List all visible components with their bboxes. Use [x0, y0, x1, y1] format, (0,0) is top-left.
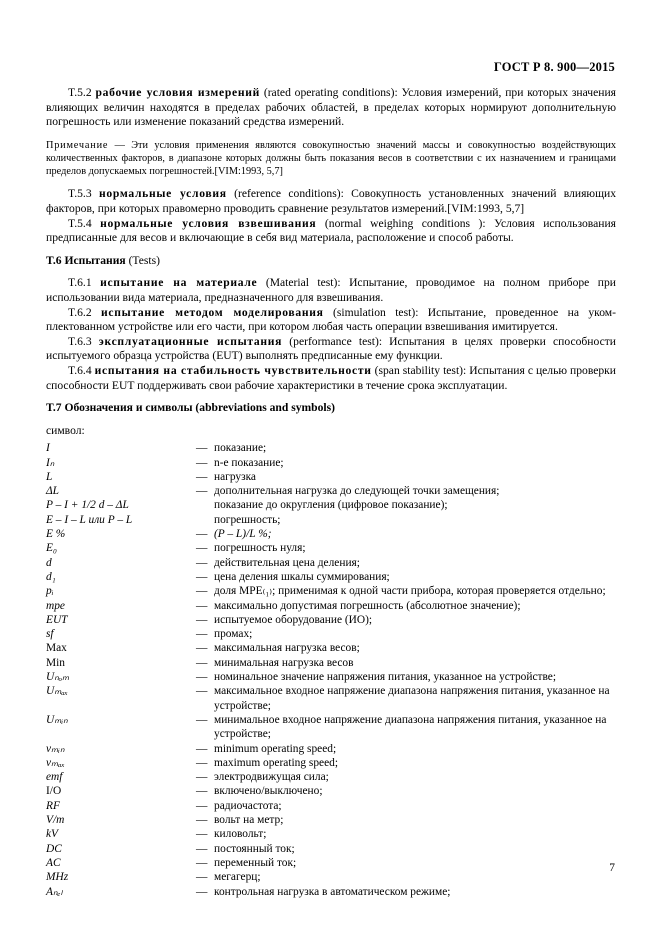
symbol-dash: —: [196, 556, 208, 569]
symbol-dash: —: [196, 671, 208, 684]
clause-number: T.6.3: [68, 334, 92, 348]
symbol-dash: —: [196, 642, 208, 655]
symbol-name: E %: [46, 528, 66, 541]
symbol-row: [46, 470, 616, 484]
clause-body: : Испытания с целью проверки способности EUT поддерживать свои рабочие характеристики в течение срока эксплуатации.: [46, 363, 617, 392]
clause-body: : Условия использования предписанные для весов и включающие в себя вид материала, расположение и способ работы.: [46, 216, 616, 245]
symbol-name: mpe: [46, 599, 65, 612]
clause-term-ru: нормальные условия: [98, 187, 227, 201]
clause-number: T.6.4: [68, 363, 92, 377]
clause-term-ru: испытания на стабильность чувствительности: [94, 363, 372, 377]
symbol-description: цена деления шкалы суммирования;: [214, 570, 390, 583]
symbol-name: d: [46, 556, 52, 569]
symbol-description: испытуемое оборудование (ИО);: [214, 613, 373, 626]
symbol-name: E₀: [46, 542, 57, 555]
clause-term-en: (span stability test): [374, 363, 464, 377]
clause-term-en: (performance test): [289, 334, 379, 348]
symbol-description: киловольт;: [214, 828, 267, 841]
symbol-description: максимальное входное напряжение диапазона напряжения питания, указанное на устройстве;: [214, 685, 610, 712]
symbol-name: MHz: [46, 871, 69, 884]
symbol-row: [46, 527, 616, 541]
symbol-name: I/O: [46, 785, 62, 798]
symbol-description: электродвижущая сила;: [214, 771, 329, 784]
clause-term-ru: нормальные условия взвешивания: [100, 216, 317, 230]
symbol-name: ΔL: [46, 485, 60, 498]
symbol-row: [46, 627, 616, 641]
symbol-intro: символ:: [46, 423, 85, 437]
clause-term-ru: испытание методом моделирования: [101, 305, 324, 319]
symbol-name: d₁: [46, 570, 56, 583]
clause-body: : Испытание, проводимое на полном приборе при использовании вида материала, предназначенного для взвешивания.: [46, 276, 616, 304]
symbol-description: n-е показание;: [214, 456, 284, 469]
symbol-description: дополнительная нагрузка до следующей точки замещения;: [214, 485, 500, 498]
clause-T63: [46, 335, 616, 364]
symbol-description: максимально допустимая погрешность (абсолютное значение);: [214, 599, 521, 612]
clause-term-en: (Material test): [265, 276, 338, 290]
symbol-dash: —: [196, 785, 208, 798]
clause-T54: [46, 217, 616, 246]
symbol-dash: —: [196, 528, 208, 541]
symbol-row: [46, 813, 616, 827]
clause-body: : Испытания в целях проверки способности испытуемого образца устройства (EUT) выполнять предписанные ему функции.: [46, 334, 616, 363]
symbol-row: [46, 770, 616, 784]
symbol-name: emf: [46, 771, 63, 784]
symbol-row: [46, 484, 616, 498]
symbol-name: AC: [46, 856, 61, 869]
section-title-ru: Испытания: [64, 253, 126, 267]
clause-number: T.6.2: [68, 305, 92, 319]
clause-number: T.6.1: [68, 276, 92, 290]
symbol-row: [46, 856, 616, 870]
section-number: T.6: [46, 253, 62, 267]
symbol-row: [46, 498, 616, 512]
symbol-description: промах;: [214, 628, 253, 641]
symbol-row: [46, 799, 616, 813]
symbol-row: [46, 599, 616, 613]
symbol-dash: —: [196, 542, 208, 555]
symbol-dash: —: [196, 570, 208, 583]
symbol-row: [46, 784, 616, 798]
symbol-name: Min: [46, 656, 65, 669]
symbol-description: мегагерц;: [214, 871, 261, 884]
symbol-description: доля MPE₍₁₎; применимая к одной части прибора, которая проверяется отдельно;: [214, 585, 606, 598]
symbol-description: минимальная нагрузка весов: [214, 656, 354, 669]
symbol-name: DC: [46, 842, 62, 855]
symbol-name: Iₙ: [46, 456, 55, 469]
symbol-row: [46, 570, 616, 584]
symbol-description: показание до округления (цифровое показание);: [214, 499, 448, 512]
clause-term-ru: испытание на материале: [100, 276, 258, 290]
symbol-description: (P – L)/L %;: [214, 528, 272, 541]
section-title: Обозначения и символы (abbreviations and symbols): [64, 401, 335, 415]
symbol-dash: —: [196, 814, 208, 827]
symbol-description: нагрузка: [214, 470, 256, 483]
symbol-description: погрешность нуля;: [214, 542, 306, 555]
page-header: ГОСТ Р 8. 900—2015: [493, 60, 615, 74]
symbol-description: включено/выключено;: [214, 785, 323, 798]
symbol-row: [46, 684, 616, 713]
symbol-dash: —: [196, 585, 208, 598]
symbol-name: kV: [46, 828, 59, 841]
symbol-name: pᵢ: [46, 585, 54, 598]
symbols-table: [46, 441, 616, 899]
symbol-dash: —: [196, 685, 208, 698]
clause-T61: [46, 276, 616, 305]
symbol-row: [46, 827, 616, 841]
symbol-row: [46, 613, 616, 627]
clause-term-ru: рабочие условия измерений: [95, 86, 260, 99]
symbol-description: номинальное значение напряжения питания, указанное на устройстве;: [214, 671, 557, 684]
symbol-name: E – I – L или P – L: [46, 513, 133, 526]
symbol-dash: —: [196, 456, 208, 469]
symbol-row: [46, 641, 616, 655]
clause-T62: [46, 306, 616, 335]
symbol-dash: —: [196, 799, 208, 812]
page-number: 7: [609, 862, 615, 874]
symbol-dash: —: [196, 442, 208, 455]
symbol-dash: —: [196, 885, 208, 898]
symbol-dash: [196, 498, 214, 512]
symbol-description: переменный ток;: [214, 856, 297, 869]
symbol-dash: —: [196, 470, 208, 483]
clause-term-en: (normal weighing conditions ): [324, 216, 483, 230]
page-content: [46, 86, 616, 899]
symbol-name: vₘᵢₙ: [46, 742, 65, 755]
symbol-name: RF: [46, 799, 60, 812]
symbol-dash: —: [196, 656, 208, 669]
symbol-dash: —: [196, 842, 208, 855]
symbol-row: [46, 713, 616, 742]
symbol-dash: —: [196, 856, 208, 869]
clause-term-en: (rated operating conditions): [263, 86, 395, 99]
symbol-row: [46, 513, 616, 527]
symbol-row: [46, 441, 616, 455]
symbol-description: постоянный ток;: [214, 842, 295, 855]
section-number: T.7: [46, 401, 62, 415]
symbol-description: минимальное входное напряжение диапазона напряжения питания, указанное на устройстве;: [214, 713, 607, 741]
symbol-name: vₘₐₓ: [46, 756, 65, 769]
symbol-dash: —: [196, 713, 208, 726]
symbol-name: Aₙₑₗ: [46, 885, 63, 898]
clause-T53: [46, 187, 616, 216]
symbol-name: sf: [46, 628, 54, 641]
clause-body: : Совокупность установленных значений влияющих факторов, при которых правомерно проводить сравнение результатов измерений.[VIM:1993, 5,7]: [46, 187, 616, 215]
section-heading-T6: [46, 254, 616, 269]
symbol-dash: —: [196, 628, 208, 641]
symbol-name: I: [46, 442, 50, 455]
clause-T64: [46, 364, 616, 393]
clause-number: T.5.2: [68, 86, 92, 99]
symbol-description: максимальная нагрузка весов;: [214, 642, 360, 655]
symbol-dash: —: [196, 599, 208, 612]
symbol-name: L: [46, 470, 53, 483]
symbol-row: [46, 556, 616, 570]
symbol-row: [46, 584, 616, 598]
clause-body: : Испытание, проведенное на укомплектованном устройстве или его части, при котором любая часть операции взвешивания имитируется.: [46, 305, 616, 334]
note-text: — Эти условия применения являются совокупностью значений массы и совокупностью воздействующих количественных факторов, в диапазоне которых должны быть показания весов в соответствии с их назначением и границами пределов допускаемых погрешностей.[VIM:1993, 5,7]: [46, 139, 616, 178]
symbol-description: действительная цена деления;: [214, 556, 360, 569]
clause-number: T.5.3: [68, 187, 92, 201]
clause-term-en: (simulation test): [333, 305, 416, 319]
clause-number: T.5.4: [68, 216, 92, 230]
symbol-dash: —: [196, 485, 208, 498]
symbol-name: Max: [46, 642, 67, 655]
symbol-description: вольт на метр;: [214, 814, 284, 827]
symbol-description: радиочастота;: [214, 799, 282, 812]
symbol-row: [46, 656, 616, 670]
symbol-dash: —: [196, 871, 208, 884]
symbol-dash: —: [196, 756, 208, 769]
clause-term-en: (reference conditions): [234, 187, 341, 201]
symbol-row: [46, 885, 616, 899]
symbol-row: [46, 541, 616, 555]
section-heading-T7: [46, 401, 616, 416]
symbol-dash: —: [196, 771, 208, 784]
symbol-name: Uₘₐₓ: [46, 685, 68, 698]
symbol-name: Uₙₒₘ: [46, 671, 70, 684]
symbol-row: [46, 742, 616, 756]
note-label: Примечание: [46, 139, 109, 151]
symbol-name: P – I + 1/2 d – ΔL: [46, 499, 129, 512]
symbol-dash: [196, 513, 214, 527]
symbol-dash: —: [196, 828, 208, 841]
symbol-row: [46, 456, 616, 470]
symbol-description: контрольная нагрузка в автоматическом режиме;: [214, 885, 451, 898]
section-title-en: (Tests): [128, 253, 160, 267]
symbol-description: minimum operating speed;: [214, 742, 337, 755]
clause-T52: [46, 86, 616, 130]
symbol-row: [46, 756, 616, 770]
symbol-name: Uₘᵢₙ: [46, 713, 68, 726]
symbol-description: погрешность;: [214, 513, 281, 526]
symbol-name: EUT: [46, 613, 68, 626]
symbol-row: [46, 842, 616, 856]
clause-term-ru: эксплуатационные испытания: [98, 334, 283, 348]
symbol-description: показание;: [214, 442, 267, 455]
note-block: [46, 139, 616, 179]
clause-body: : Условия измерений, при которых значения влияющих величин находятся в пределах рабочих областей, в пределах которых нормируют дополнительную погрешность или изменение показаний средства измерений.: [46, 86, 617, 129]
symbol-description: maximum operating speed;: [214, 756, 339, 769]
symbol-row: [46, 870, 616, 884]
symbol-dash: —: [196, 613, 208, 626]
symbol-dash: —: [196, 742, 208, 755]
symbol-row: [46, 670, 616, 684]
symbol-name: V/m: [46, 814, 65, 827]
